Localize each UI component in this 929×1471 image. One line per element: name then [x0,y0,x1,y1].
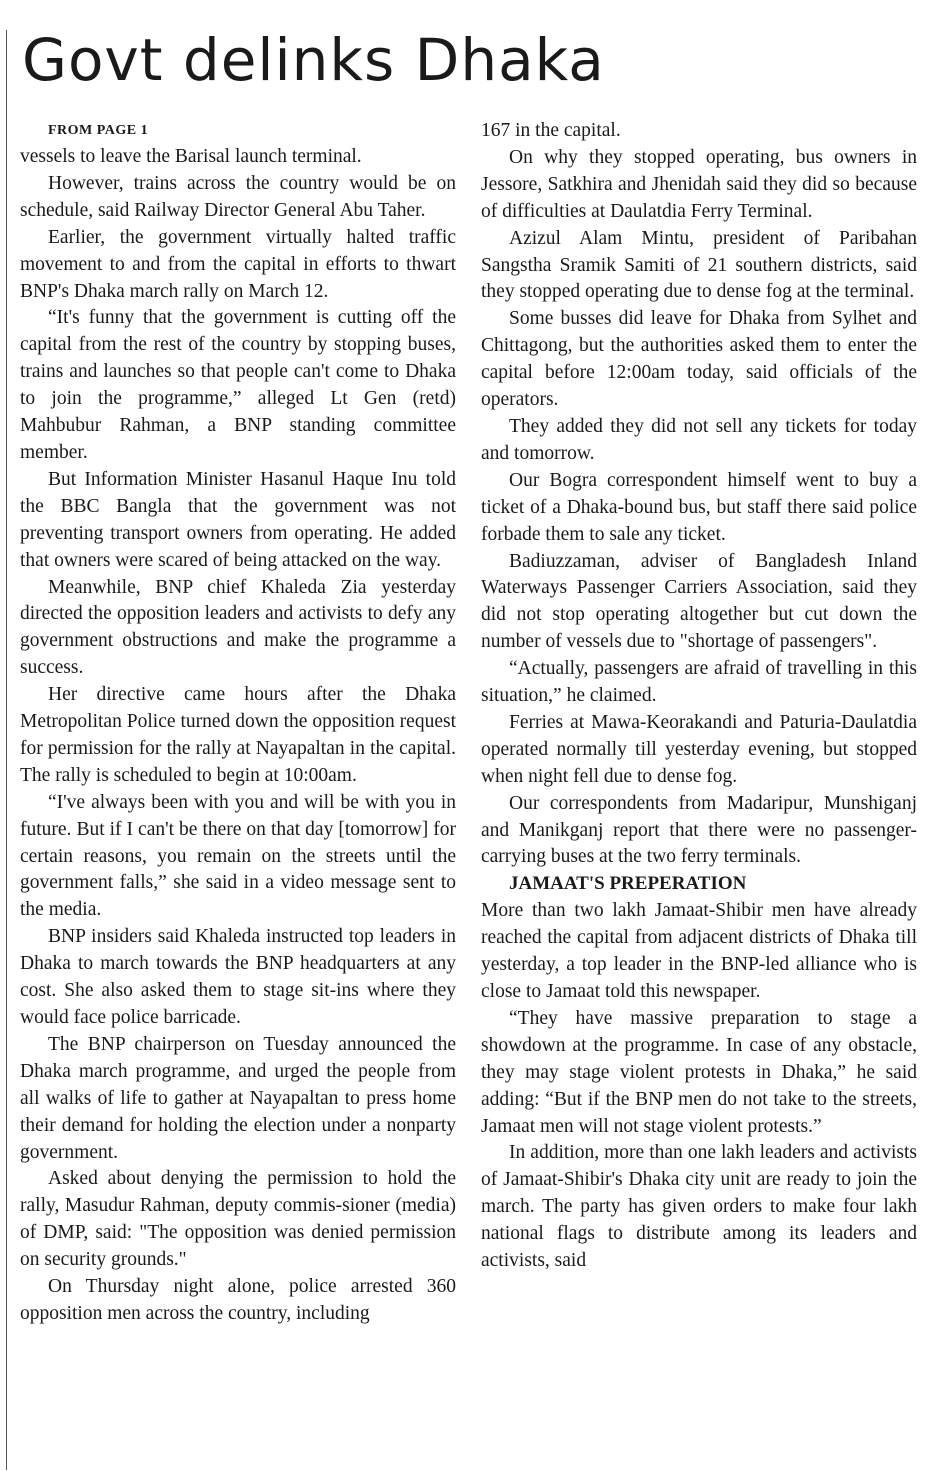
paragraph: Our Bogra correspondent himself went to buy a ticket of a Dhaka-bound bus, but staff there said police forbade them to sale any ticket. [481,469,917,545]
column-rule [6,30,7,1470]
paragraph: Azizul Alam Mintu, president of Paribahan Sangstha Sramik Samiti of 21 southern districts, said they stopped operating due to dense fog at the terminal. [481,227,917,303]
paragraph: However, trains across the country would be on schedule, said Railway Director General Abu Taher. [20,172,456,221]
paragraph: They added they did not sell any tickets for today and tomorrow. [481,415,917,464]
from-page-label: FROM PAGE 1 [48,123,149,138]
paragraph: On why they stopped operating, bus owners in Jessore, Satkhira and Jhenidah said they did so because of difficulties at Daulatdia Ferry Terminal. [481,146,917,222]
paragraph: The BNP chairperson on Tuesday announced the Dhaka march programme, and urged the people from all walks of life to gather at Nayapaltan to press home their demand for holding the election under a nonparty government. [20,1033,456,1163]
paragraph: Asked about denying the permission to hold the rally, Masudur Rahman, deputy commis-sioner (media) of DMP, said: "The opposition was denied permission on security grounds." [20,1168,456,1271]
paragraph: BNP insiders said Khaleda instructed top leaders in Dhaka to march towards the BNP headquarters at any cost. She also asked them to stage sit-ins where they would face police barricade. [20,926,456,1028]
paragraph: Our correspondents from Madaripur, Munshiganj and Manikganj report that there were no passenger-carrying buses at the two ferry terminals. [481,792,917,868]
right-column [481,118,917,1275]
subhead: JAMAAT'S PREPERATION [509,873,747,895]
left-column [20,118,456,1328]
headline: Govt delinks Dhaka [22,26,605,94]
paragraph: Badiuzzaman, adviser of Bangladesh Inland Waterways Passenger Carriers Association, said they did not stop operating altogether but cut down the number of vessels due to "shortage of passengers". [481,550,917,653]
paragraph: More than two lakh Jamaat-Shibir men have already reached the capital from adjacent districts of Dhaka till yesterday, a top leader in the BNP-led alliance who is close to Jamaat told this newspaper. [481,900,917,1002]
paragraph: “I've always been with you and will be with you in future. But if I can't be there on that day [tomorrow] for certain reasons, you remain on the streets until the government falls,” she said in a video message sent to the media. [20,791,456,921]
paragraph: Her directive came hours after the Dhaka Metropolitan Police turned down the opposition request for permission for the rally at Nayapaltan in the capital. The rally is scheduled to begin at 10:00am. [20,684,456,786]
paragraph: “Actually, passengers are afraid of travelling in this situation,” he claimed. [481,658,917,707]
paragraph: Meanwhile, BNP chief Khaleda Zia yesterday directed the opposition leaders and activists to defy any government obstructions and make the programme a success. [20,576,456,679]
paragraph: In addition, more than one lakh leaders and activists of Jamaat-Shibir's Dhaka city unit are ready to join the march. The party has given orders to make four lakh national flags to distribute among its leaders and activists, said [481,1142,917,1272]
paragraph: Some busses did leave for Dhaka from Sylhet and Chittagong, but the authorities asked them to enter the capital before 12:00am today, said officials of the operators. [481,308,917,411]
paragraph: On Thursday night alone, police arrested 360 opposition men across the country, including [20,1276,456,1324]
paragraph: 167 in the capital. [481,120,621,141]
paragraph: But Information Minister Hasanul Haque Inu told the BBC Bangla that the government was not preventing transport owners from operating. He added that owners were scared of being attacked on the way. [20,468,456,571]
paragraph: “It's funny that the government is cutting off the capital from the rest of the country by stopping buses, trains and launches so that people can't come to Dhaka to join the programme,” alleged Lt Gen (retd) Mahbubur Rahman, a BNP standing committee member. [20,307,456,463]
paragraph: Earlier, the government virtually halted traffic movement to and from the capital in efforts to thwart BNP's Dhaka march rally on March 12. [20,226,456,302]
paragraph: vessels to leave the Barisal launch terminal. [20,146,362,167]
paragraph: Ferries at Mawa-Keorakandi and Paturia-Daulatdia operated normally till yesterday evening, but stopped when night fell due to dense fog. [481,711,917,787]
paragraph: “They have massive preparation to stage a showdown at the programme. In case of any obstacle, they may stage violent protests in Dhaka,” he said adding: “But if the BNP men do not take to the streets, Jamaat men will not stage violent protests.” [481,1007,917,1137]
